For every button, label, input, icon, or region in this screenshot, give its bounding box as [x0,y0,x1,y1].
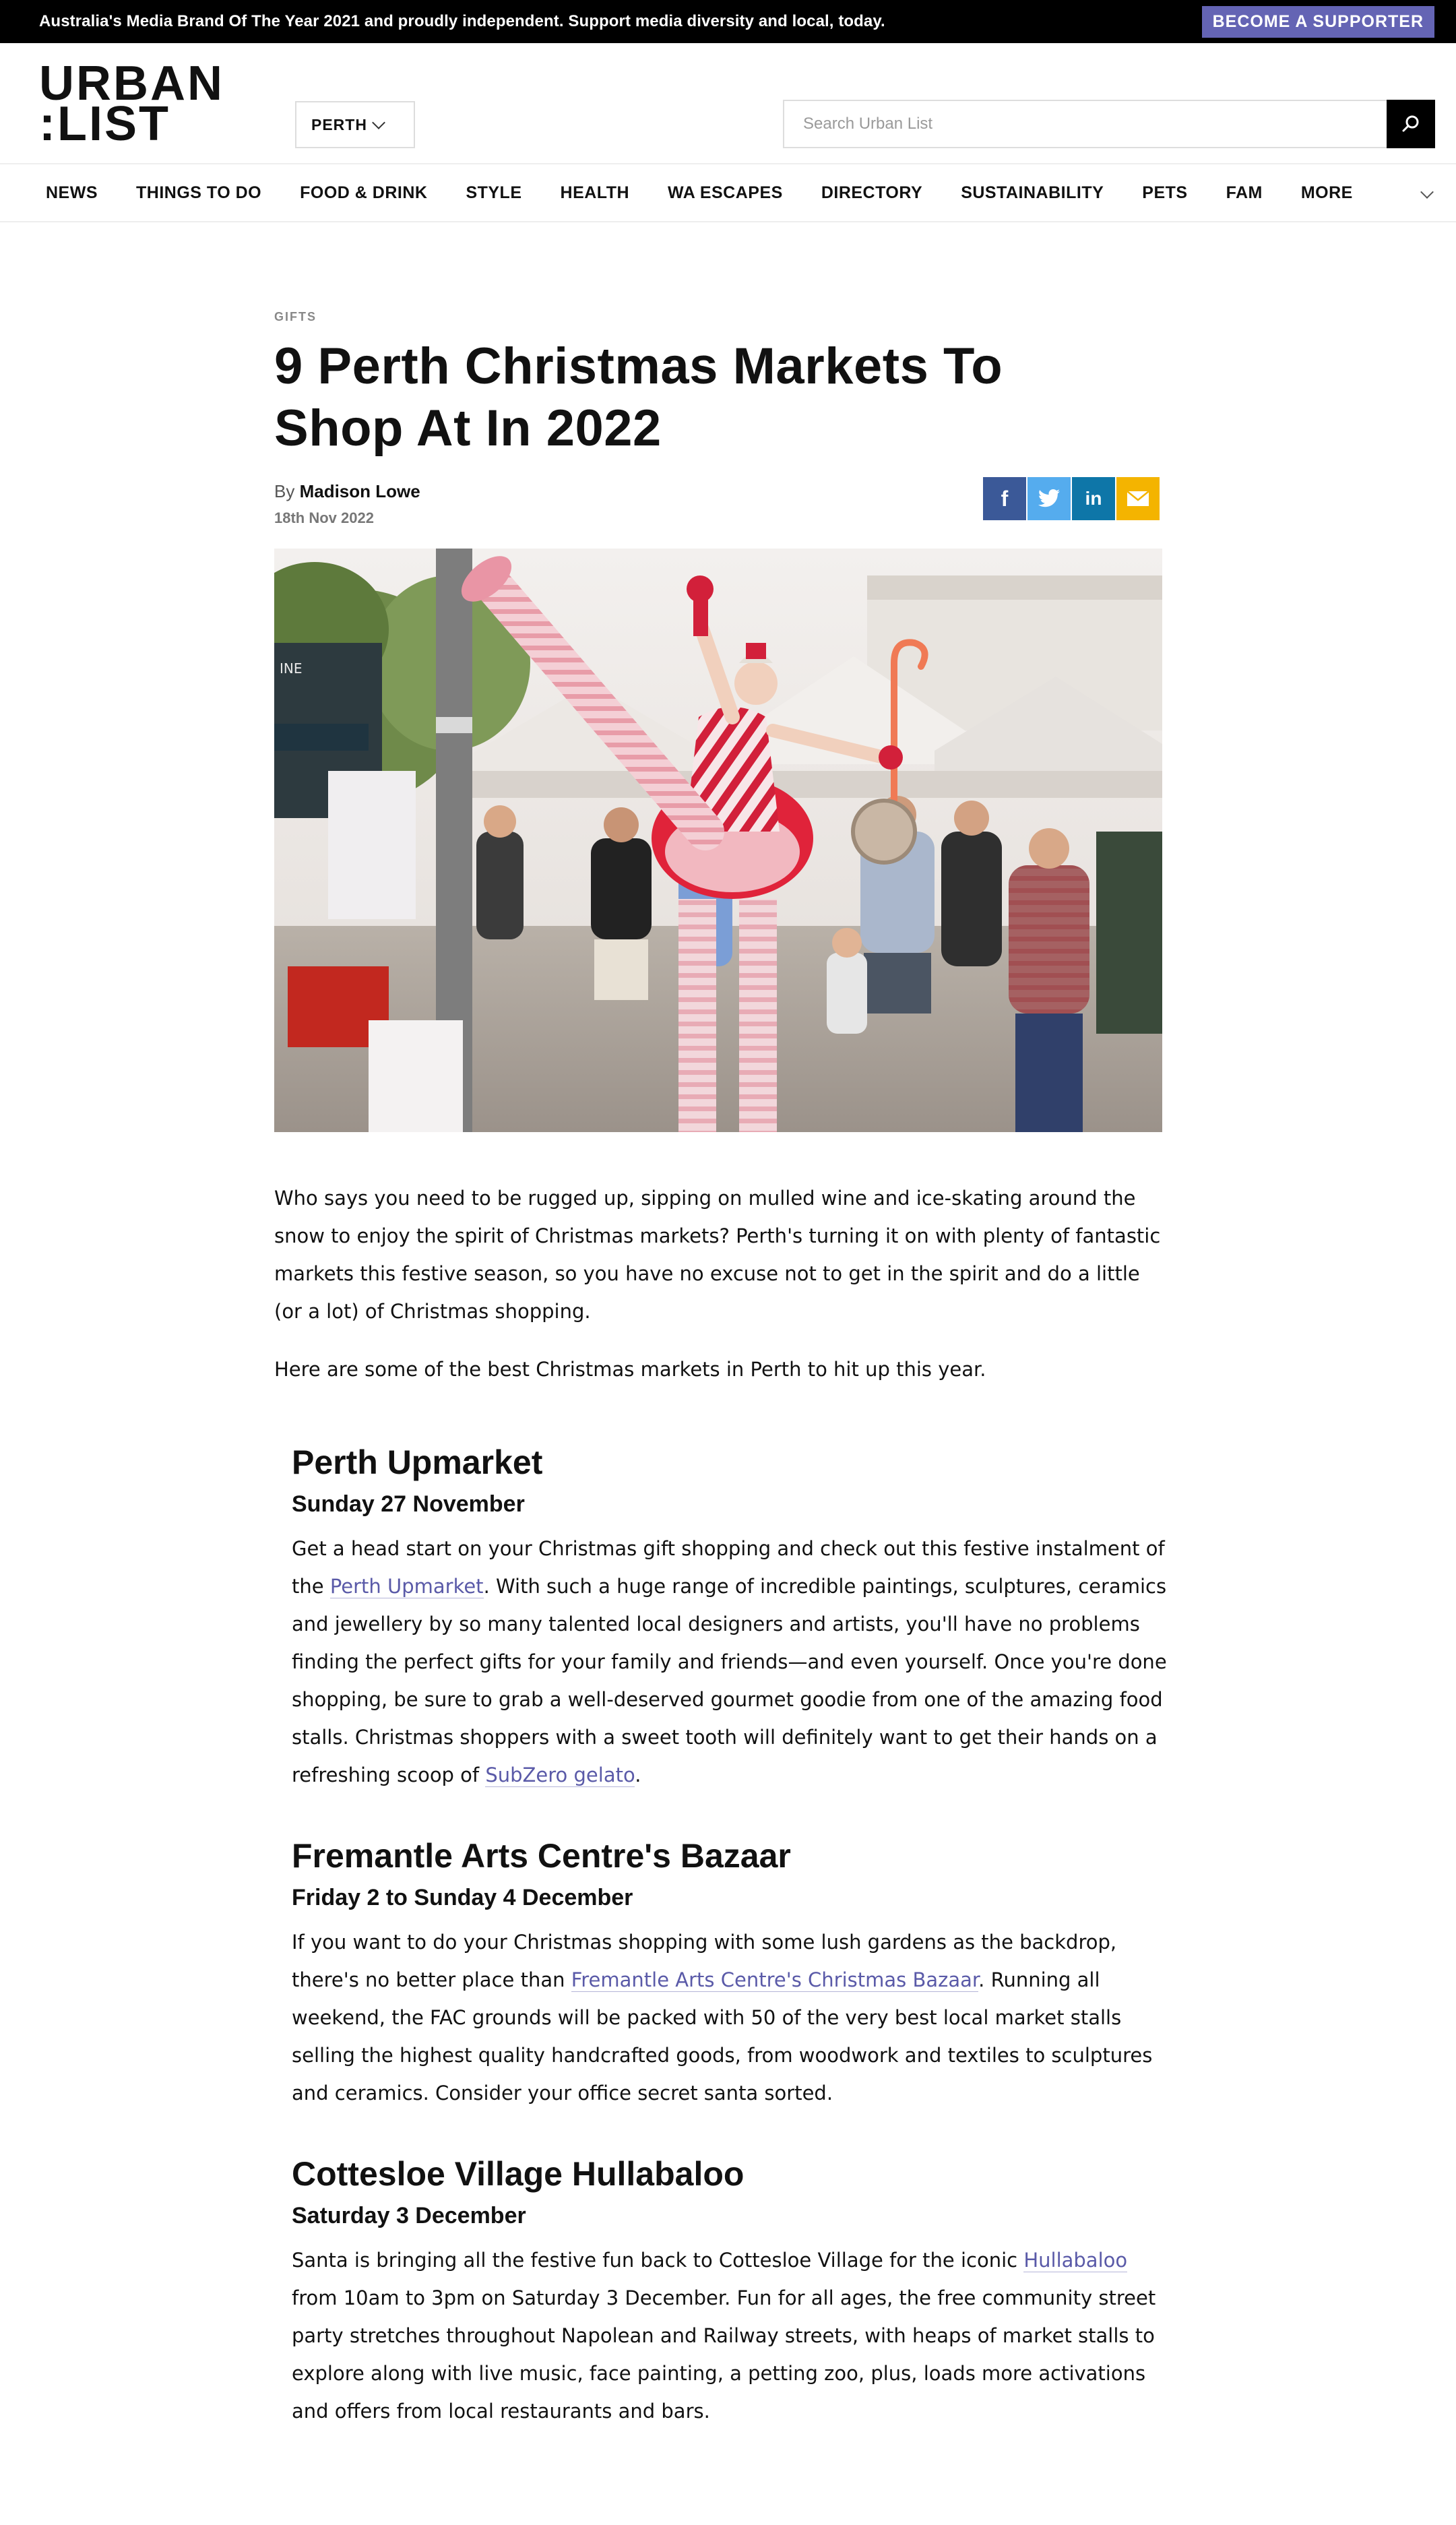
nav-item-sustainability[interactable]: SUSTAINABILITY [961,183,1104,202]
top-banner [0,0,1456,43]
subzero-gelato-link[interactable]: SubZero gelato [485,1764,635,1786]
nav-item-food-drink[interactable]: FOOD & DRINK [300,183,428,202]
intro-paragraph-2: Here are some of the best Christmas markets in Perth to hit up this year. [274,1358,986,1381]
nav-item-directory[interactable]: DIRECTORY [821,183,923,202]
section-title: Cottesloe Village Hullabaloo [292,2155,745,2193]
search-bar [783,100,1435,148]
city-select-value: PERTH [311,115,367,133]
body-text: If you want to do your Christmas shopping with some lush gardens as the backdrop, there's no better place than [292,1931,1117,1991]
nav-item-pets[interactable]: PETS [1142,183,1188,202]
nav-item-fam[interactable]: FAM [1226,183,1263,202]
become-supporter-button[interactable]: BECOME A SUPPORTER [1202,6,1434,38]
publish-date: 18th Nov 2022 [274,509,374,526]
body-text: . With such a huge range of incredible paintings, sculptures, ceramics and jewellery by so many talented local designers and artists, you'll have no problems finding the perfect gifts for your family and friends—and even yourself. Once you're done shopping, be sure to grab a well-deserved gourmet goodie from one of the amazing food stalls. Christmas shoppers with a sweet tooth will definitely want to get their hands on a refreshing scoop of [292,1575,1167,1786]
market-section-perth-upmarket [292,1442,1168,1794]
section-body [292,1923,1168,2112]
author-name[interactable]: Madison Lowe [299,481,420,501]
perth-upmarket-link[interactable]: Perth Upmarket [329,1575,484,1598]
body-text: . [635,1764,641,1786]
section-title: Perth Upmarket [292,1443,543,1481]
body-text: from 10am to 3pm on Saturday 3 December. Fun for all ages, the free community street party stretches throughout Napolean and Railway streets, with heaps of market stalls to explore along with live music, face painting, a petting zoo, plus, loads more activations and offers from local restaurants and bars. [292,2286,1156,2423]
body-text: Get a head start on your Christmas gift shopping and check out this festive instalment of the [292,1537,1165,1598]
nav-item-news[interactable]: NEWS [46,183,98,202]
market-photo-illustration [274,549,1162,1132]
hero-image [274,549,1162,1132]
chevron-down-icon [372,116,385,129]
email-icon [1127,491,1149,507]
nav-item-wa-escapes[interactable]: WA ESCAPES [668,183,783,202]
search-button[interactable] [1387,100,1435,148]
search-input[interactable] [783,100,1387,148]
search-icon [1401,114,1421,134]
intro-paragraph-1: Who says you need to be rugged up, sipping on mulled wine and ice-skating around the snow to enjoy the spirit of Christmas markets? Perth's turning it on with plenty of fantastic markets this festive season, so you have no excuse not to get in the spirit and do a little (or a lot) of Christmas shopping. [274,1187,1161,1323]
banner-text: Australia's Media Brand Of The Year 2021 and proudly independent. Support media diversity and local, today. [39,12,885,30]
section-body [292,2241,1168,2430]
nav-item-health[interactable]: HEALTH [560,183,630,202]
facebook-icon: f [1001,486,1009,511]
section-date: Saturday 3 December [292,2203,526,2228]
body-text: Santa is bringing all the festive fun back to Cottesloe Village for the iconic [292,2249,1024,2272]
byline [274,481,420,502]
section-date: Friday 2 to Sunday 4 December [292,1885,633,1910]
facebook-share-button[interactable] [983,477,1026,520]
twitter-share-button[interactable] [1027,477,1071,520]
urban-list-logo[interactable] [39,57,272,151]
share-buttons [983,477,1160,520]
market-section-cottesloe-hullabaloo [292,2154,1168,2430]
linkedin-icon: in [1085,488,1102,509]
linkedin-share-button[interactable] [1072,477,1115,520]
svg-text:INE: INE [280,660,303,677]
section-date: Sunday 27 November [292,1491,525,1517]
section-body [292,1530,1168,1794]
article-intro [274,1179,1164,1408]
main-nav [0,163,1456,222]
chevron-down-icon[interactable] [1420,185,1434,199]
by-label: By [274,481,295,501]
nav-item-more[interactable]: MORE [1300,183,1353,202]
site-header [0,43,1456,163]
nav-item-style[interactable]: STYLE [466,183,522,202]
city-select[interactable] [295,101,415,148]
email-share-button[interactable] [1116,477,1160,520]
hullabaloo-link[interactable]: Hullabaloo [1023,2249,1128,2272]
fremantle-bazaar-link[interactable]: Fremantle Arts Centre's Christmas Bazaar [571,1968,979,1991]
section-title: Fremantle Arts Centre's Bazaar [292,1837,791,1875]
twitter-icon [1038,489,1061,509]
market-section-fremantle-arts-centre [292,1836,1168,2112]
body-text: . Running all weekend, the FAC grounds will be packed with 50 of the very best local market stalls selling the highest quality handcrafted goods, from woodwork and textiles to sculptures and ceramics. Consider your office secret santa sorted. [292,1968,1153,2105]
article-category[interactable]: GIFTS [274,310,317,323]
logo-line-2: :LIST [39,97,170,151]
nav-item-things-to-do[interactable]: THINGS TO DO [136,183,262,202]
article-title: 9 Perth Christmas Markets To Shop At In 2022 [274,338,1003,457]
logo-line-1: URBAN [39,57,224,111]
